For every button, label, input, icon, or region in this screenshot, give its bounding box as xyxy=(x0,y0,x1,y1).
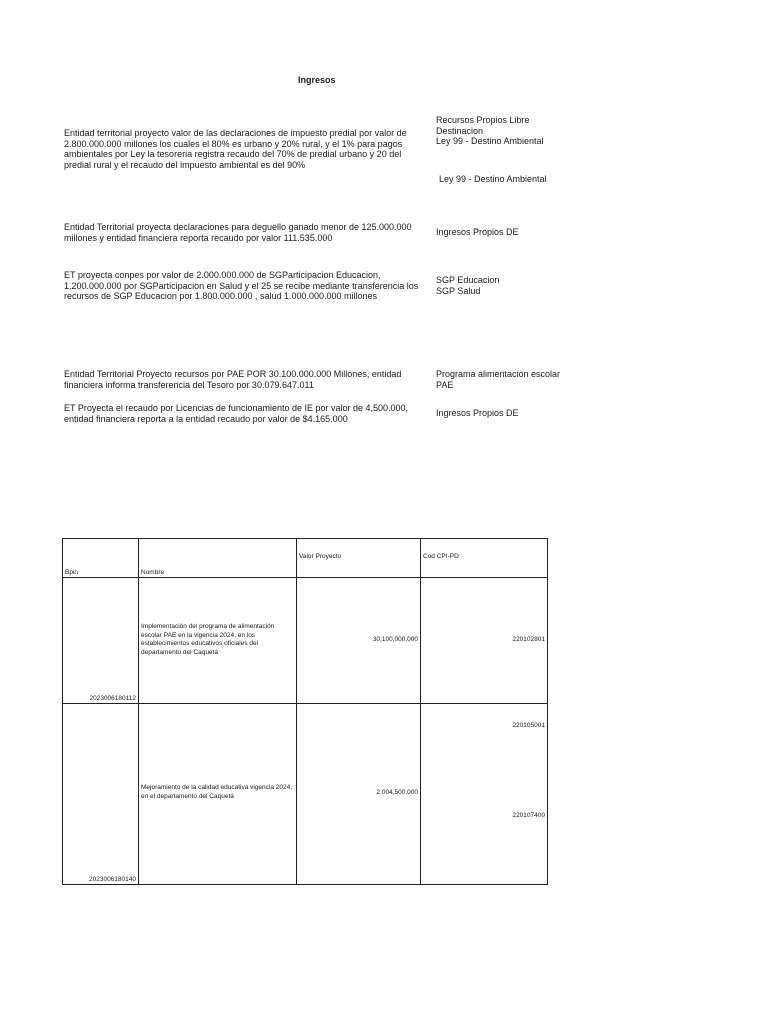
header-cod: Cod CPI-PD xyxy=(421,539,548,578)
entry-categories-predial xyxy=(436,115,576,147)
entry-description-predial: Entidad territorial proyecto valor de las declaraciones de impuesto predial por valor de 2.800.000.000 millones los cuales el 80% es urbano y 20% rural, y el 1% para pagos ambientales por Ley la tesoreria registra recaudo del 70% de predial urbano y 20 del predial rural y el recaudo del impuesto ambiental es del 90% xyxy=(64,128,407,170)
cell-valor: 30,100,000,000 xyxy=(297,578,421,704)
category-label: SGP Salud xyxy=(436,285,481,296)
projects-table xyxy=(62,538,548,885)
entry-categories-ambiental xyxy=(439,174,579,185)
entry-description-pae: Entidad Territorial Proyecto recursos por PAE POR 30.100.000.000 Millones, entidad financiera informa transferencia del Tesoro por 30.079.647.011 xyxy=(64,369,402,390)
entry-categories-licencias xyxy=(436,408,576,419)
category-label: Ley 99 - Destino Ambiental xyxy=(436,136,544,146)
table-header-row xyxy=(63,539,548,578)
entry-categories-deguello xyxy=(436,227,576,238)
cell-nombre: Mejoramiento de la calidad educativa vigencia 2024, en el departamento del Caquetá xyxy=(139,704,297,885)
cell-valor: 2,004,500,000 xyxy=(297,704,421,885)
table-row xyxy=(63,704,548,885)
entry-description-licencias: ET Proyecta el recaudo por Licencias de funcionamiento de IE por valor de 4,500.000, entidad financiera reporta a la entidad recaudo por valor de $4.165.000 xyxy=(64,403,409,424)
entry-categories-sgp xyxy=(436,275,576,296)
cell-nombre: Implementación del programa de alimentación escolar PAE en la vigencia 2024, en los establecimientos educativos oficiales del departamento del Caquetá xyxy=(139,578,297,704)
category-label: Recursos Propios Libre Destinacion xyxy=(436,115,530,136)
cell-bpin: 2023006180112 xyxy=(63,578,139,704)
table-row xyxy=(63,578,548,704)
category-label: Ingresos Propios DE xyxy=(436,227,519,237)
category-label: Ingresos Propios DE xyxy=(436,408,519,418)
header-nombre: Nombre xyxy=(139,539,297,578)
entry-categories-pae xyxy=(436,369,576,390)
cell-cod: 220102801 xyxy=(421,578,548,704)
header-valor: Valor Proyecto xyxy=(297,539,421,578)
page-title: Ingresos xyxy=(298,75,336,85)
header-bpin: Bpin xyxy=(63,539,139,578)
category-label: Ley 99 - Destino Ambiental xyxy=(439,174,547,184)
entry-description-sgp: ET proyecta conpes por valor de 2.000.000.000 de SGParticipacion Educacion, 1.200.000.000 por SGParticipacion en Salud y el 25 se recibe mediante transferencia los recursos de SGP Educacion por 1.800.000.000 , salud 1.000.000.000 millones xyxy=(64,270,419,301)
category-label: Programa alimentacion escolar PAE xyxy=(436,369,561,390)
category-label: SGP Educacion xyxy=(436,275,500,285)
entry-description-deguello: Entidad Territorial proyecta declaraciones para deguello ganado menor de 125.000.000 millones y entidad financiera reporta recaudo por valor 111.535.000 xyxy=(64,222,412,243)
cell-cod: 220105001 220107400 xyxy=(421,704,548,885)
cell-bpin: 2023006180140 xyxy=(63,704,139,885)
